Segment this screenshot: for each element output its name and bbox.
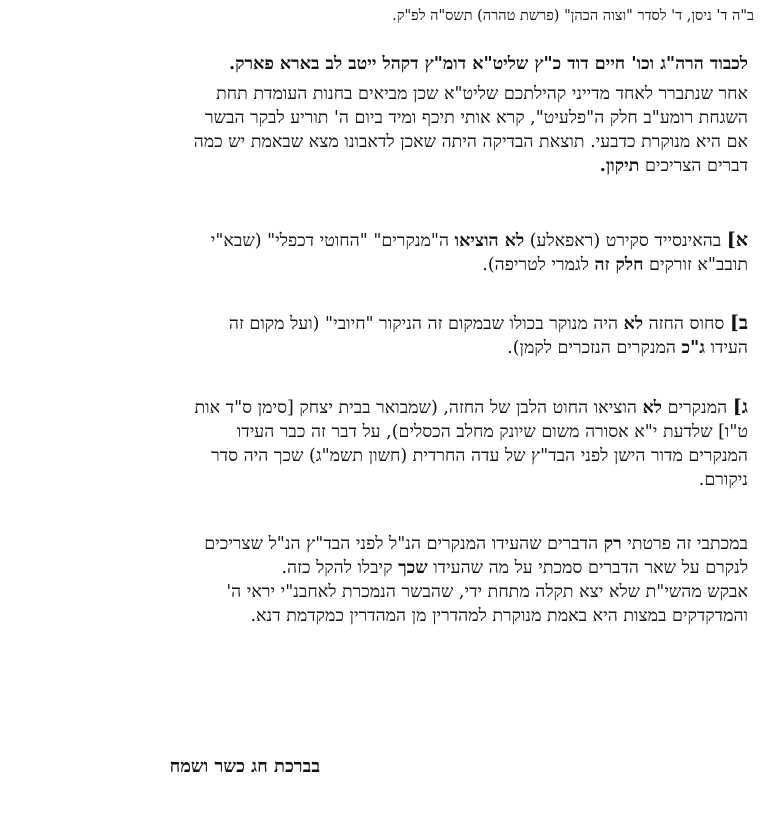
- closing-line: [13, 532, 748, 556]
- dateline: ב"ה ד' ניסן, ד' לסדר "וצוה הכהן" (פרשת טהרה) תשס"ה לפ"ק.: [392, 8, 754, 24]
- item-g-bold: לא: [642, 398, 662, 418]
- item-g-text: הוציאו החוט הלבן של החזה, (שמבואר בבית יצחק [סימן ס"ד אות: [194, 398, 643, 418]
- item-g-line: [13, 395, 748, 420]
- item-b-paragraph: [13, 311, 748, 360]
- item-a-line: [13, 228, 748, 253]
- item-g-line: ניקורם.: [698, 470, 748, 490]
- closing-bold: רק: [603, 534, 622, 554]
- item-a-bold: חלק זה: [594, 255, 644, 275]
- closing-line: והמדקדקים במצות היא באמת מנוקרת למהדרין מן המהדרין כמקדמת דנא.: [250, 606, 748, 626]
- item-b-text: המנקרים הנזכרים לקמן).: [507, 338, 682, 358]
- item-b-text: העידו: [704, 338, 748, 358]
- item-b-bold: לא: [623, 314, 644, 334]
- closing-text: במכתבי זה פרטתי: [621, 534, 748, 554]
- intro-paragraph: [13, 82, 748, 178]
- closing-text: קיבלו להקל כזה.: [281, 558, 399, 578]
- item-g-paragraph: [13, 395, 748, 492]
- item-b-mark: ב]: [729, 312, 748, 334]
- item-b-text: סחוס החזה: [643, 314, 730, 334]
- greeting: [13, 52, 748, 76]
- intro-line4-text: דברים הצריכים: [639, 156, 748, 176]
- intro-line4-bold: תיקון.: [599, 156, 640, 176]
- item-a-text: תובב"א זורקים: [643, 255, 748, 275]
- intro-line: אחר שנתברר לאחד מדייני קהילתכם שליט"א שכן מביאים בחנות העומדת תחת: [216, 84, 748, 104]
- intro-line: השגחת רומע"ב חלק ה"פלעיט", קרא אותי תיכף ומיד ביום ה' תוריע לבקר הבשר: [205, 108, 748, 128]
- greeting-line: [13, 52, 748, 76]
- closing-paragraph: [13, 532, 748, 628]
- item-g-line: המנקרים מדור הישן לפני הבד"ץ של עדה החרדית (חשון תשמ"ג) שכך היה סדר: [211, 446, 748, 466]
- closing-line: אבקש מהשי"ת שלא יצא תקלה מתחת ידי, שהבשר הנמכרת לאחבנ"י יראי ה': [226, 582, 748, 602]
- greeting-text: לכבוד הרה"ג וכו' חיים דוד כ"ץ שליט"א דומ"ץ דקהל ייטב לב בארא פארק.: [229, 54, 748, 74]
- item-b-bold: ג"כ: [681, 338, 705, 358]
- item-a-mark: א]: [726, 229, 748, 251]
- item-b-line: [13, 336, 748, 360]
- closing-text: לנקרם על שאר הדברים סמכתי על מה שהעידו: [427, 558, 748, 578]
- closing-line: [13, 556, 748, 580]
- item-a-text: בהאינסייד סקירט (ראפאלע): [524, 231, 727, 251]
- item-a-bold: לא הוציאו: [454, 231, 525, 251]
- item-b-line: [13, 311, 748, 336]
- item-g-text: המנקרים: [662, 398, 733, 418]
- item-b-text: היה מנוקר בכולו שבמקום זה הניקור "חיובי" (ועל מקום זה: [228, 314, 624, 334]
- intro-line: [13, 154, 748, 178]
- closing-bold: שכך: [398, 558, 428, 578]
- closing-text: הדברים שהעידו המנקרים הנ"ל לפני הבד"ץ הנ"ל שצריכים: [204, 534, 604, 554]
- blessing-signoff: בברכת חג כשר ושמח: [169, 756, 320, 777]
- intro-line: אם היא מנוקרת כדבעי. תוצאת הבדיקה היתה שאכן לדאבונו מצא שבאמת יש כמה: [193, 132, 748, 152]
- item-a-line: [13, 253, 748, 277]
- item-a-text: ה"מנקרים" "החוטי דכפלי" (שבא"י: [210, 231, 455, 251]
- item-a-text: לגמרי לטריפה).: [482, 255, 595, 275]
- item-g-line: ט"ו] שלדעת י"א אסורה משום שיונק מחלב הכסלים), על דבר זה כבר העידו: [236, 422, 748, 442]
- item-g-mark: ג]: [732, 396, 748, 418]
- item-a-paragraph: [13, 228, 748, 277]
